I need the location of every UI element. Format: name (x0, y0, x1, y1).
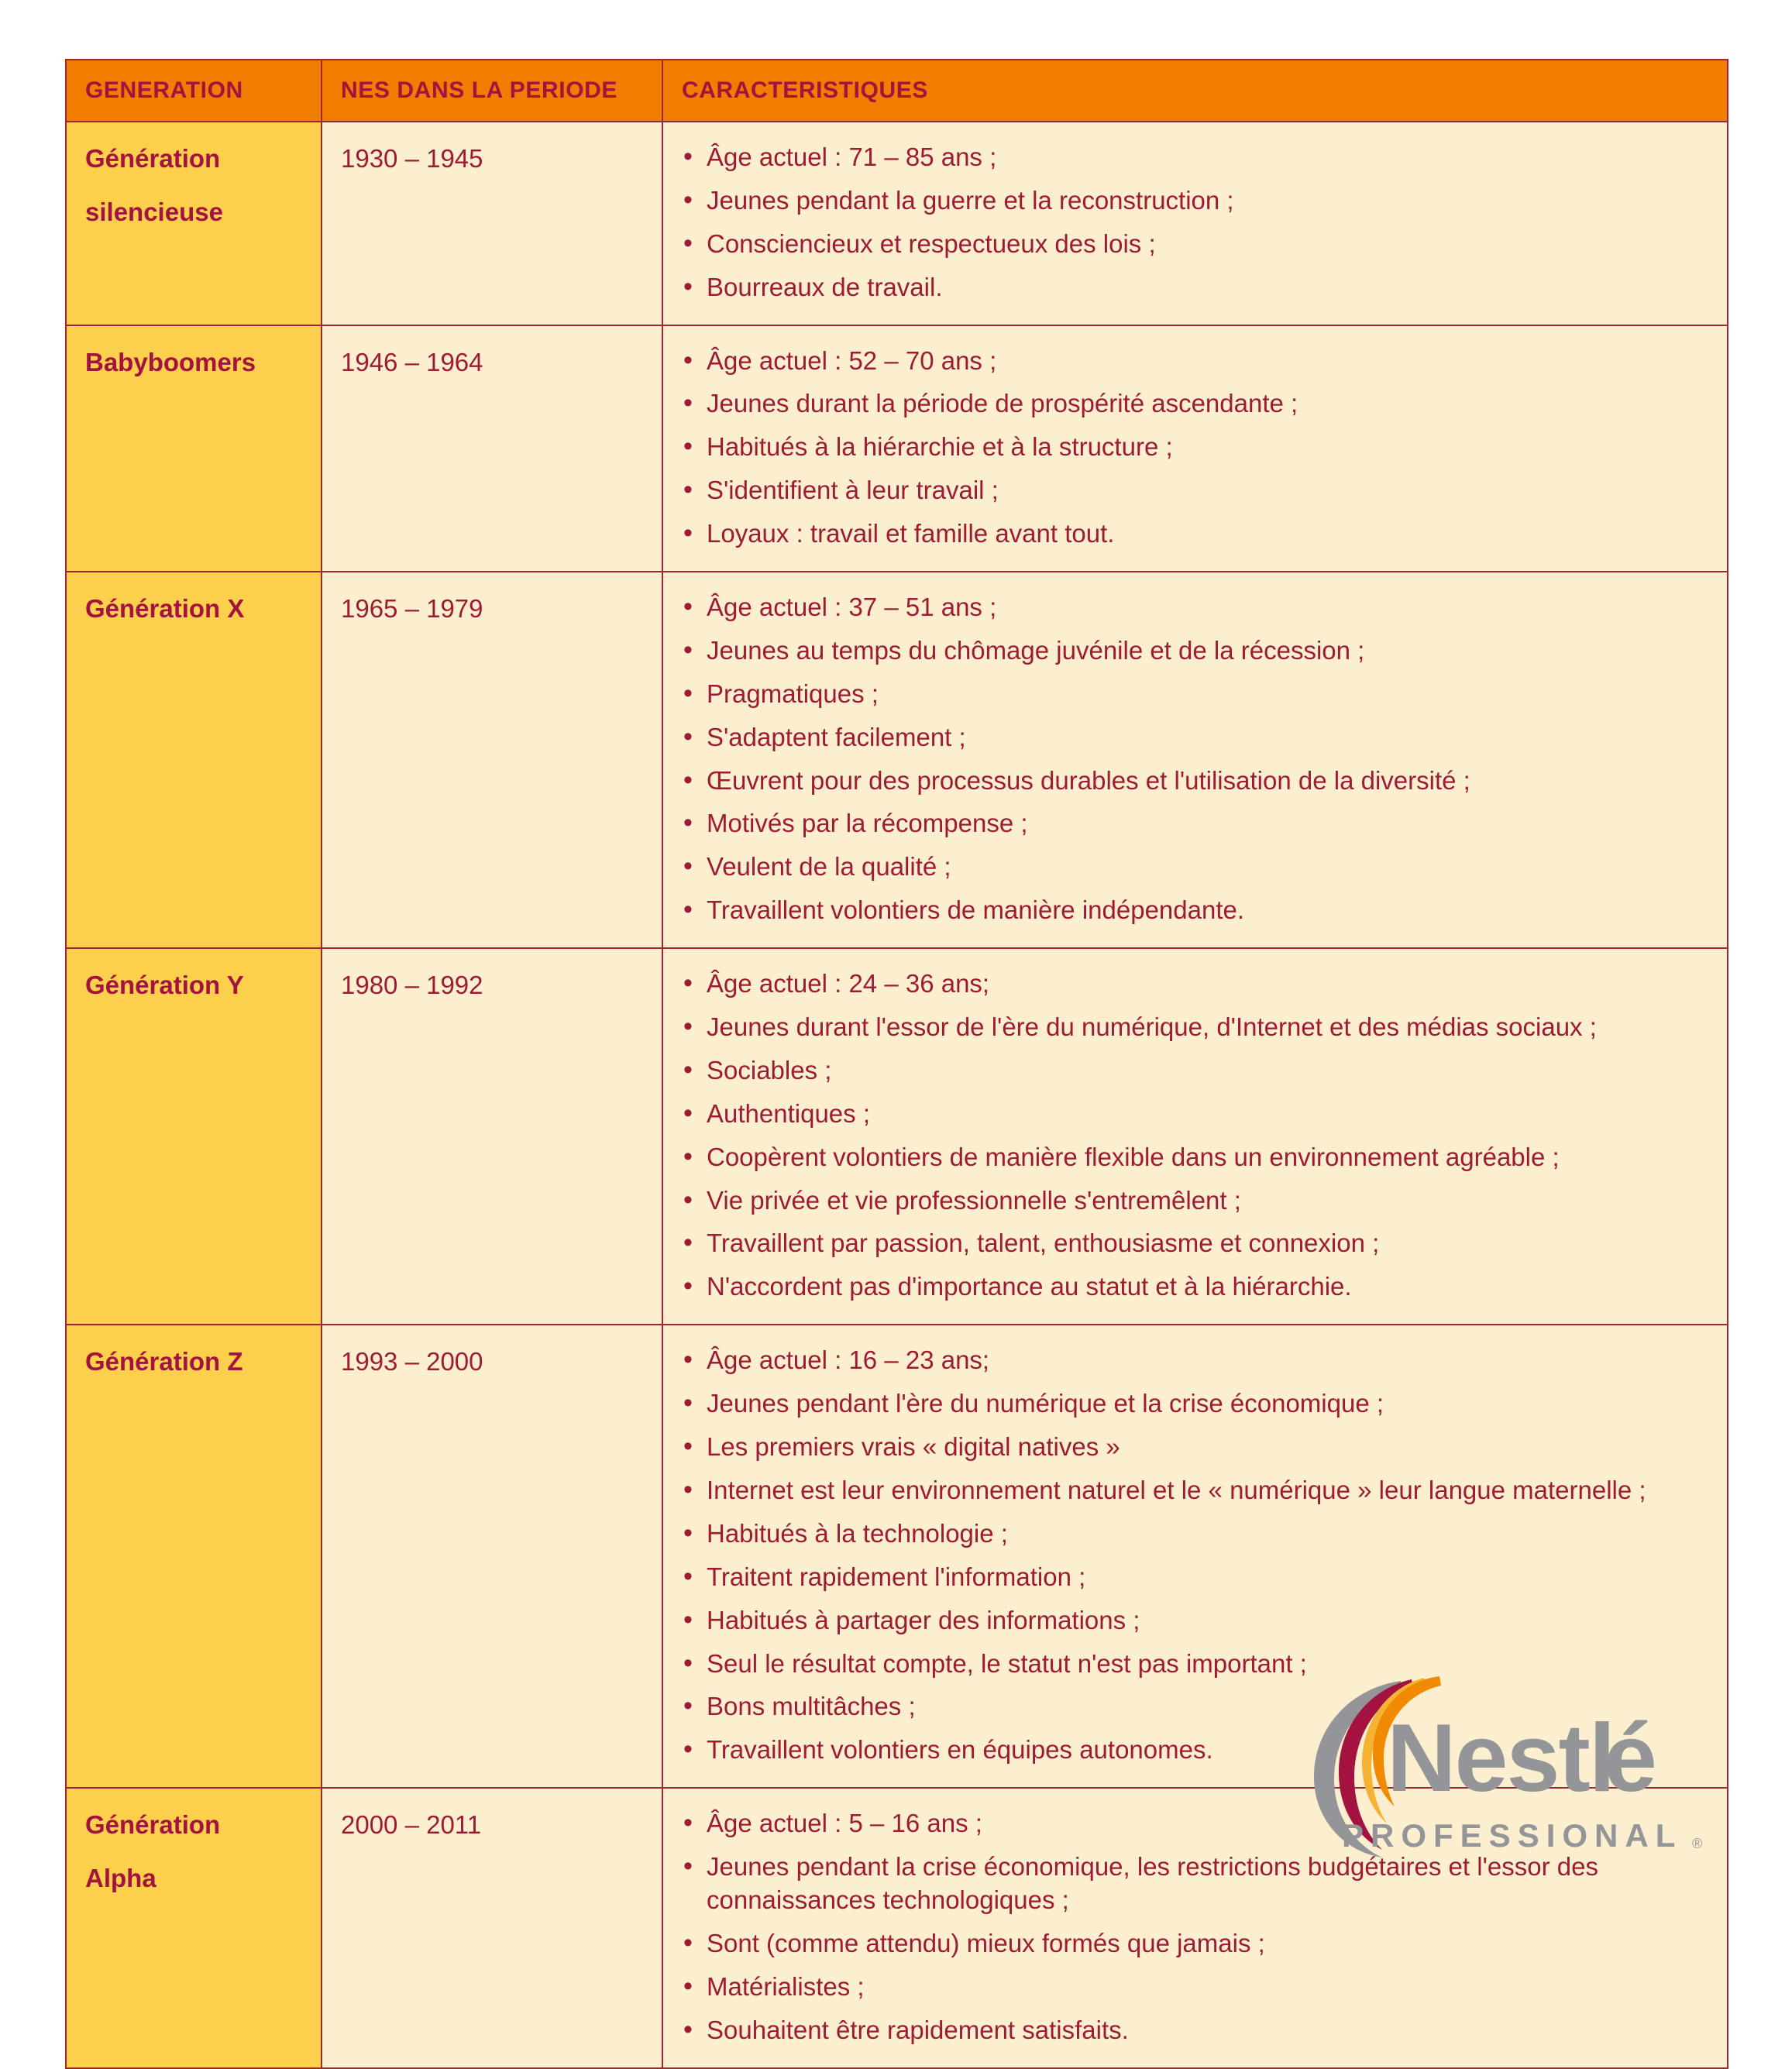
characteristic-item: • S'adaptent facilement ; (680, 721, 1711, 754)
characteristic-item: • Habitués à la technologie ; (680, 1517, 1711, 1551)
generation-name-cell (66, 948, 322, 1325)
characteristics-list (680, 345, 1711, 551)
svg-text:®: ® (1692, 1836, 1703, 1851)
birth-period-cell: 1980 – 1992 (322, 948, 662, 1325)
characteristic-item: • Jeunes durant l'essor de l'ère du numérique, d'Internet et des médias sociaux ; (680, 1011, 1711, 1044)
characteristic-item: • Loyaux : travail et famille avant tout. (680, 517, 1711, 551)
characteristic-item: • Âge actuel : 37 – 51 ans ; (680, 591, 1711, 624)
characteristic-item: • Œuvrent pour des processus durables et l'utilisation de la diversité ; (680, 765, 1711, 798)
birth-period-cell: 1930 – 1945 (322, 122, 662, 325)
characteristic-item: • Âge actuel : 52 – 70 ans ; (680, 345, 1711, 378)
characteristic-item: • Souhaitent être rapidement satisfaits. (680, 2014, 1711, 2047)
svg-text:é: é (1604, 1705, 1657, 1812)
characteristics-list (680, 967, 1711, 1304)
characteristic-item: • Jeunes pendant l'ère du numérique et la crise économique ; (680, 1387, 1711, 1421)
characteristics-cell (662, 572, 1728, 948)
characteristic-item: • Pragmatiques ; (680, 678, 1711, 711)
characteristic-item: • Authentiques ; (680, 1098, 1711, 1131)
generation-name-cell (66, 1325, 322, 1788)
characteristic-item: • S'identifient à leur travail ; (680, 474, 1711, 507)
generation-name-line: Génération Y (85, 971, 244, 1000)
characteristics-list (680, 591, 1711, 927)
characteristic-item: • N'accordent pas d'importance au statut et à la hiérarchie. (680, 1270, 1711, 1304)
generation-name-line: Alpha (85, 1864, 156, 1893)
characteristic-item: • Travaillent volontiers en équipes autonomes. (680, 1734, 1711, 1767)
birth-period-cell: 1993 – 2000 (322, 1325, 662, 1788)
characteristic-item: • Bons multitâches ; (680, 1690, 1711, 1724)
column-header-caracteristiques: CARACTERISTIQUES (662, 60, 1728, 122)
generation-name-line: Génération X (85, 594, 245, 624)
characteristic-item: • Jeunes durant la période de prospérité ascendante ; (680, 387, 1711, 421)
birth-period-cell: 1965 – 1979 (322, 572, 662, 948)
birth-period-cell: 2000 – 2011 (322, 1788, 662, 2067)
characteristic-item: • Bourreaux de travail. (680, 271, 1711, 304)
characteristic-item: • Âge actuel : 16 – 23 ans; (680, 1344, 1711, 1377)
generation-name-cell (66, 325, 322, 572)
characteristic-item: • Habitués à partager des informations ; (680, 1604, 1711, 1638)
characteristic-item: • Motivés par la récompense ; (680, 807, 1711, 840)
table-row (66, 325, 1728, 572)
characteristic-item: • Coopèrent volontiers de manière flexible dans un environnement agréable ; (680, 1141, 1711, 1174)
generation-name-cell (66, 122, 322, 325)
characteristics-cell (662, 325, 1728, 572)
generation-name-line: silencieuse (85, 197, 223, 226)
characteristic-item: • Sont (comme attendu) mieux formés que jamais ; (680, 1927, 1711, 1961)
characteristic-item: • Seul le résultat compte, le statut n'est pas important ; (680, 1648, 1711, 1681)
characteristic-item: • Sociables ; (680, 1054, 1711, 1088)
birth-period-cell: 1946 – 1964 (322, 325, 662, 572)
column-header-generation: GENERATION (66, 60, 322, 122)
characteristic-item: • Traitent rapidement l'information ; (680, 1561, 1711, 1594)
nestle-professional-logo (1295, 1667, 1714, 1862)
characteristic-item: • Travaillent volontiers de manière indépendante. (680, 894, 1711, 927)
table-header (66, 60, 1728, 122)
generation-name-line: Génération Z (85, 1347, 243, 1376)
generation-name-line: Babyboomers (85, 347, 256, 376)
table-header-row (66, 60, 1728, 122)
generation-name-cell (66, 572, 322, 948)
characteristic-item: • Jeunes au temps du chômage juvénile et de la récession ; (680, 634, 1711, 668)
generation-name-line: Génération (85, 144, 221, 173)
characteristic-item: • Travaillent par passion, talent, enthousiasme et connexion ; (680, 1227, 1711, 1260)
svg-text:PROFESSIONAL: PROFESSIONAL (1342, 1817, 1683, 1854)
generation-name-line: Génération (85, 1810, 221, 1840)
svg-text:Nestl: Nestl (1387, 1705, 1615, 1812)
characteristic-item: • Consciencieux et respectueux des lois ; (680, 228, 1711, 261)
characteristic-item: • Internet est leur environnement naturel et le « numérique » leur langue maternelle ; (680, 1474, 1711, 1507)
column-header-periode: NES DANS LA PERIODE (322, 60, 662, 122)
characteristic-item: • Vie privée et vie professionnelle s'entremêlent ; (680, 1184, 1711, 1218)
characteristic-item: • Matérialistes ; (680, 1971, 1711, 2004)
generation-name-cell (66, 1788, 322, 2067)
characteristic-item: • Âge actuel : 5 – 16 ans ; (680, 1807, 1711, 1840)
characteristic-item: • Veulent de la qualité ; (680, 851, 1711, 884)
characteristic-item: • Les premiers vrais « digital natives » (680, 1431, 1711, 1464)
characteristic-item: • Habitués à la hiérarchie et à la structure ; (680, 431, 1711, 464)
characteristic-item: • Âge actuel : 71 – 85 ans ; (680, 141, 1711, 174)
table-row (66, 948, 1728, 1325)
table-row (66, 572, 1728, 948)
table-row (66, 122, 1728, 325)
characteristics-list (680, 141, 1711, 304)
characteristic-item: • Jeunes pendant la guerre et la reconstruction ; (680, 184, 1711, 218)
characteristics-cell (662, 122, 1728, 325)
characteristics-cell (662, 948, 1728, 1325)
characteristic-item: • Âge actuel : 24 – 36 ans; (680, 967, 1711, 1001)
characteristic-item: • Jeunes pendant la crise économique, les restrictions budgétaires et l'essor des connaissances technologiques ; (680, 1851, 1711, 1917)
